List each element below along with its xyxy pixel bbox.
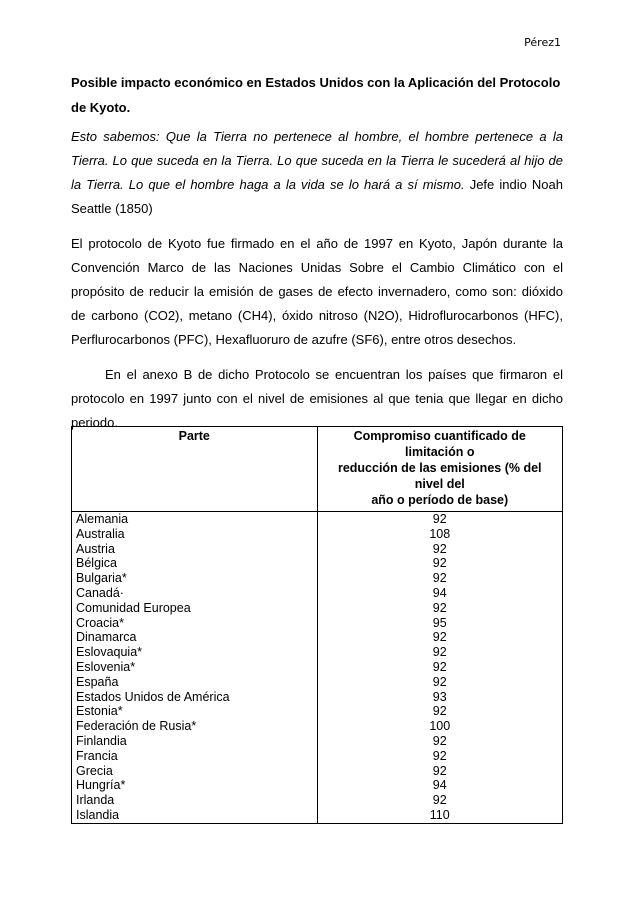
- header-compromiso-line: Compromiso cuantificado de: [353, 429, 526, 443]
- header-compromiso-line: reducción de las emisiones (% del: [337, 461, 542, 475]
- valor-cell: 94: [432, 778, 447, 793]
- header-compromiso-line: limitación o: [405, 445, 475, 459]
- valor-cell: 92: [432, 556, 447, 571]
- valor-cell: 92: [432, 571, 447, 586]
- parte-cell: Croacia*: [76, 615, 124, 630]
- valor-cell: 92: [432, 630, 447, 645]
- parte-cell: Islandia: [76, 807, 120, 822]
- valor-cell: 100: [429, 719, 451, 734]
- parte-cell: España: [76, 674, 119, 689]
- parte-cell: Comunidad Europea: [76, 600, 191, 615]
- header-compromiso-line: año o período de base): [371, 493, 509, 507]
- valor-cell: 92: [432, 645, 447, 660]
- quote-attribution: Jefe indio Noah Seattle (1850): [71, 177, 564, 216]
- parte-cell: Dinamarca: [76, 630, 137, 645]
- parte-cell: Federación de Rusia*: [76, 719, 197, 734]
- parte-cell: Austria: [76, 541, 115, 556]
- paragraph-anexo: En el anexo B de dicho Protocolo se encuentran los países que firmaron el protocolo en 1997 junto con el nivel de emisiones al que tenia que llegar en dicho periodo.: [71, 367, 563, 430]
- valor-cell: 92: [432, 674, 447, 689]
- document-title: Posible impacto económico en Estados Unidos con la Aplicación del Protocolo de Kyoto.: [71, 75, 561, 115]
- table-header-row: [72, 427, 563, 512]
- parte-cell: Alemania: [76, 512, 129, 526]
- valor-cell: 92: [432, 600, 447, 615]
- quote-paragraph: [71, 125, 563, 221]
- parte-cell: Bélgica: [76, 556, 117, 571]
- parte-cell: Australia: [76, 526, 125, 541]
- document-body: [71, 70, 563, 435]
- valor-cell: 92: [432, 763, 447, 778]
- parte-cell: Hungría*: [76, 778, 126, 793]
- parte-cell: Finlandia: [76, 733, 127, 748]
- page-header-label: Pérez1: [524, 36, 561, 49]
- valor-cell: 92: [432, 793, 447, 808]
- parte-cell: Eslovenia*: [76, 659, 136, 674]
- parte-cell: Irlanda: [76, 793, 115, 808]
- parte-cell: Bulgaria*: [76, 571, 127, 586]
- header-parte: Parte: [72, 427, 318, 512]
- valor-cell: 108: [429, 526, 451, 541]
- valor-cell: 110: [429, 807, 450, 822]
- header-compromiso: [317, 427, 563, 512]
- valor-cell: 92: [432, 659, 447, 674]
- parte-cell: Eslovaquia*: [76, 645, 143, 660]
- valor-cell: 95: [432, 615, 447, 630]
- parte-cell: Estonia*: [76, 704, 123, 719]
- valor-cell: 94: [432, 585, 447, 600]
- valor-cell: 92: [432, 704, 447, 719]
- valor-cell: 92: [432, 733, 447, 748]
- paragraph-kyoto: El protocolo de Kyoto fue firmado en el año de 1997 en Kyoto, Japón durante la Convención Marco de las Naciones Unidas Sobre el Cambio Climático con el propósito de reducir la emisión de gases de efecto invernadero, como son: dióxido de carbono (CO2), metano (CH4), óxido nitroso (N2O), Hidroflurocarbonos (HFC), Perflurocarbonos (PFC), Hexafluoruro de azufre (SF6), entre otros desechos.: [71, 236, 563, 347]
- valor-cell: 92: [432, 541, 447, 556]
- parte-cell: Francia: [76, 748, 118, 763]
- quote-text: Esto sabemos: Que la Tierra no pertenece al hombre, el hombre pertenece a la Tierra. Lo que suceda en la Tierra. Lo que suceda en la Tierra le sucederá al hijo de la Tierra. Lo que el hombre haga a la vida se lo hará a sí mismo.: [71, 129, 563, 192]
- annex-b-table: [71, 426, 563, 824]
- parte-cell: Estados Unidos de América: [76, 689, 230, 704]
- valor-cell: 92: [432, 748, 447, 763]
- table-body-row: [72, 512, 563, 824]
- parte-cell: Canadá·: [76, 585, 124, 600]
- compromiso-column: [317, 512, 563, 824]
- valor-cell: 93: [432, 689, 447, 704]
- valor-cell: 92: [432, 512, 447, 526]
- parte-column: [72, 512, 318, 824]
- parte-cell: Grecia: [76, 763, 113, 778]
- header-compromiso-line: nivel del: [414, 477, 465, 491]
